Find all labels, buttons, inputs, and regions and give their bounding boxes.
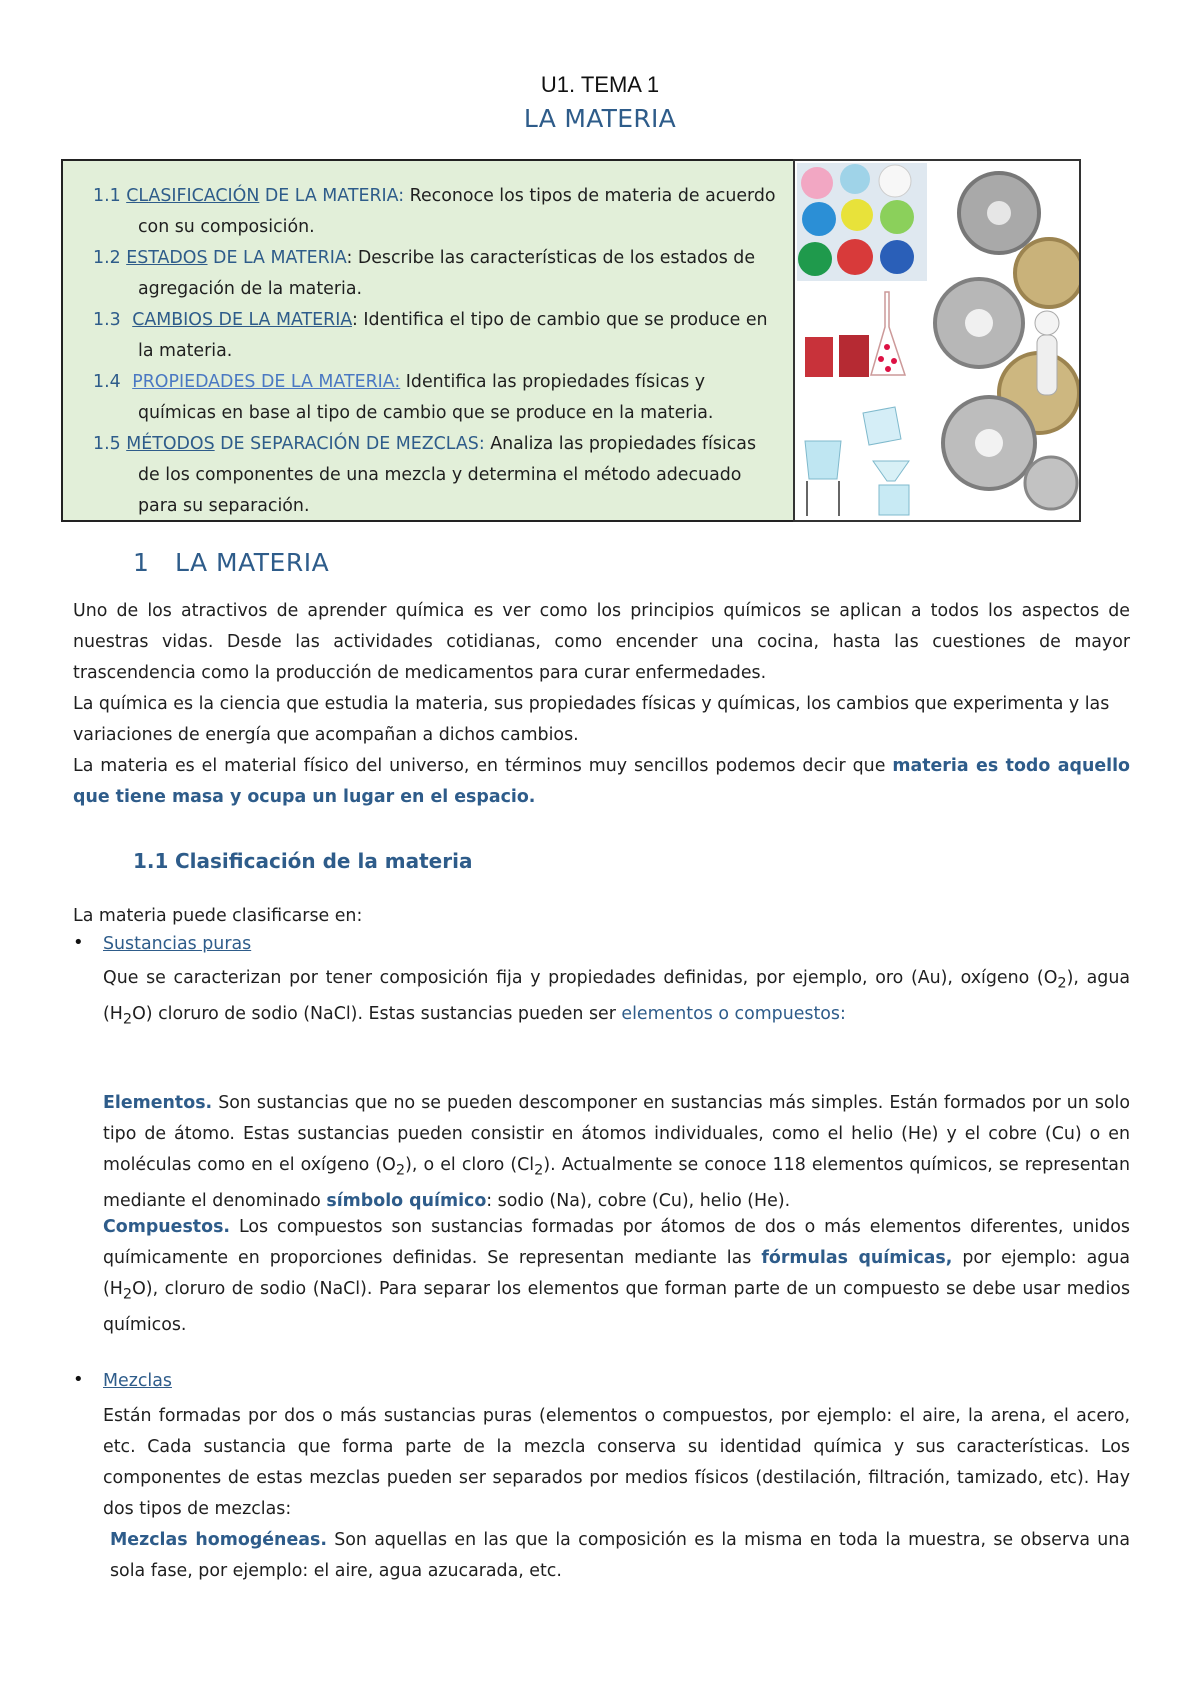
objective-description: : Identifica el tipo de cambio que se produce en la materia. (138, 310, 768, 361)
mixtures-title: Mezclas (103, 1371, 172, 1391)
gears-figure-image (929, 163, 1079, 519)
paragraph: La química es la ciencia que estudia la materia, sus propiedades físicas y químicas, los cambios que experimenta y las variaciones de energía que acompañan a dichos cambios. (73, 694, 1110, 745)
pure-substances-title: Sustancias puras (103, 934, 252, 954)
objective-caption: DE LA MATERIA: (259, 186, 405, 206)
term-chemical-symbol: símbolo químico (326, 1191, 487, 1212)
objective-item (93, 305, 783, 367)
objective-description: Reconoce los tipos de materia de acuerdo con su composición. (138, 186, 776, 237)
compounds-paragraph (103, 1212, 1130, 1341)
unit-title: U1. TEMA 1 (540, 72, 660, 97)
pure-substances-text (103, 963, 1130, 1036)
objective-number: 1.4 (93, 372, 121, 392)
objective-number: 1.1 (93, 186, 121, 206)
objective-description: : Describe las características de los estados de agregación de la materia. (138, 248, 756, 299)
objective-caption: DE SEPARACIÓN DE MEZCLAS: (214, 434, 485, 454)
objective-caption: DE LA MATERIA (207, 248, 347, 268)
subsection-title: Clasificación de la materia (175, 849, 473, 873)
definition-highlight: materia es todo aquello que tiene masa y ocupa un lugar en el espacio. (73, 756, 1130, 807)
objective-item (93, 367, 783, 429)
section-title: LA MATERIA (175, 548, 330, 577)
term-homogeneous: Mezclas homogéneas. (110, 1530, 327, 1550)
objective-description: Identifica las propiedades físicas y químicas en base al tipo de cambio que se produce en la materia. (138, 372, 714, 423)
section-heading (133, 548, 329, 577)
objective-keyword: CLASIFICACIÓN (126, 186, 260, 206)
text-run: O), cloruro de sodio (NaCl). Para separar los elementos que forman parte de un compuesto se debe usar medios químicos. (103, 1279, 1130, 1336)
molecular-crystal-models-image (797, 287, 927, 393)
classification-intro: La materia puede clasificarse en: (73, 906, 363, 926)
text-run: Son aquellas en las que la composición es la misma en toda la muestra, se observa una sola fase, por ejemplo: el aire, agua azucarada, etc. (110, 1530, 1130, 1581)
section-number: 1 (133, 548, 150, 577)
term-elements: Elementos. (103, 1093, 213, 1113)
main-title: LA MATERIA (523, 104, 677, 133)
paragraph: Uno de los atractivos de aprender química es ver como los principios químicos se aplican a todos los aspectos de nuestras vidas. Desde las actividades cotidianas, como encender una cocina, hasta las cuestiones de mayor trascendencia como la producción de medicamentos para curar enfermedades. (73, 601, 1130, 683)
objective-keyword: ESTADOS (126, 248, 208, 268)
subscript: 2 (1057, 975, 1067, 992)
mixtures-text: Están formadas por dos o más sustancias puras (elementos o compuestos, por ejemplo: el aire, la arena, el acero, etc. Cada sustancia que forma parte de la mezcla conserva su identidad química y sus características. Los componentes de estas mezclas pueden ser separados por medios físicos (destilación, filtración, tamizado, etc). Hay dos tipos de mezclas: (103, 1406, 1130, 1519)
objective-description: Analiza las propiedades físicas de los componentes de una mezcla y determina el método adecuado para su separación. (138, 434, 757, 516)
colored-powder-vials-image (797, 163, 927, 281)
objective-item (93, 243, 783, 305)
objective-keyword: CAMBIOS DE LA MATERIA (132, 310, 352, 330)
bullet-point: • (73, 1369, 84, 1390)
learning-objectives-box (61, 159, 1078, 522)
document-header (0, 72, 1200, 133)
elements-paragraph (103, 1088, 1130, 1217)
subscript: 2 (122, 1011, 133, 1028)
objective-number: 1.2 (93, 248, 121, 268)
text-run: Los compuestos son sustancias formadas por átomos de dos o más elementos diferentes, unidos químicamente en proporciones definidas. Se representan mediante las (103, 1217, 1130, 1268)
subscript: 2 (122, 1286, 133, 1303)
subsection-heading (133, 849, 472, 873)
text-run: ). Actualmente se conoce 118 elementos químicos, se representan mediante el denominado (103, 1155, 1130, 1212)
subscript: 2 (534, 1162, 544, 1179)
text-run: ), agua (H (103, 968, 1130, 1025)
objective-keyword: PROPIEDADES DE LA MATERIA: (132, 372, 401, 392)
paragraph-definition (73, 751, 1130, 813)
text-run: : sodio (Na), cobre (Cu), helio (He). (486, 1191, 791, 1212)
text-run: Que se caracterizan por tener composición fija y propiedades definidas, por ejemplo, oro (Au), oxígeno (O (103, 968, 1058, 988)
text-run: Son sustancias que no se pueden descomponer en sustancias más simples. Están formados por un solo tipo de átomo. Estas sustancias pueden consistir en átomos individuales, como el helio (He) y el cobre (Cu) o en moléculas como en el oxígeno (O (103, 1093, 1130, 1175)
text-run-blue: elementos o compuestos: (621, 1004, 846, 1025)
term-chemical-formulas: fórmulas químicas, (761, 1248, 953, 1268)
objectives-list (93, 181, 783, 522)
bullet-point: • (73, 932, 84, 953)
term-compounds: Compuestos. (103, 1217, 231, 1237)
homogeneous-mixtures-paragraph (110, 1525, 1130, 1587)
subsection-number: 1.1 (133, 849, 169, 873)
subscript: 2 (395, 1162, 406, 1179)
objective-keyword: MÉTODOS (126, 434, 215, 454)
text-run: ), o el cloro (Cl (405, 1155, 535, 1175)
objective-item (93, 429, 783, 522)
laboratory-glassware-image (797, 401, 927, 519)
text-run: O) cloruro de sodio (NaCl). Estas sustancias pueden ser (132, 1004, 622, 1025)
text-run: por ejemplo: agua (H (103, 1248, 1130, 1299)
objective-item (93, 181, 783, 243)
definition-lead: La materia es el material físico del universo, en términos muy sencillos podemos decir que (73, 756, 893, 776)
objective-number: 1.5 (93, 434, 121, 454)
illustration-panel (793, 159, 1081, 522)
objective-number: 1.3 (93, 310, 121, 330)
